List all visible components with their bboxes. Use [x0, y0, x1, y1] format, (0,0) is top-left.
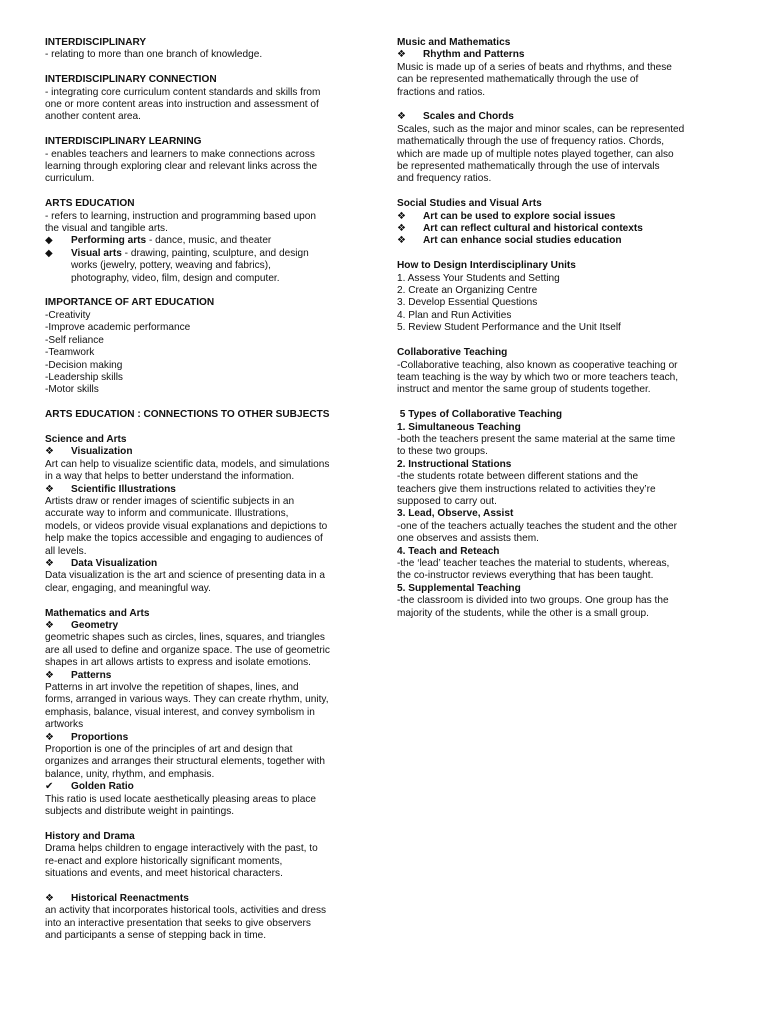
heading-social-studies: Social Studies and Visual Arts — [397, 198, 542, 210]
diamond-outline-icon: ❖ — [45, 619, 54, 631]
heading-connection: INTERDISCIPLINARY CONNECTION — [45, 74, 217, 86]
diamond-outline-icon: ❖ — [397, 49, 406, 61]
text-line: re-enact and explore historically significant moments, — [45, 855, 283, 867]
text-line: into an interactive presentation that seeks to give observers — [45, 917, 311, 929]
text-line: supposed to carry out. — [397, 495, 497, 507]
heading-design-units: How to Design Interdisciplinary Units — [397, 260, 576, 272]
text-line: Music is made up of a series of beats and rhythms, and these — [397, 61, 672, 73]
subheading-scientific-illustrations: ❖ Scientific Illustrations — [45, 483, 176, 495]
text-line: teachers give them instructions related to activities they’re — [397, 483, 656, 495]
visual-arts-text: - drawing, painting, sculpture, and design — [121, 247, 309, 259]
text-line: forms, arranged in various ways. They can create rhythm, unity, — [45, 694, 329, 706]
text-line: subjects and distribute weight in paintings. — [45, 806, 235, 818]
diamond-outline-icon: ❖ — [45, 557, 54, 569]
subheading-visualization: ❖ Visualization — [45, 446, 133, 458]
diamond-solid-icon: ◆ — [45, 235, 53, 247]
diamond-outline-icon: ❖ — [397, 235, 406, 247]
text-line: all levels. — [45, 545, 87, 557]
heading-learning: INTERDISCIPLINARY LEARNING — [45, 136, 202, 148]
list-item: -Teamwork — [45, 347, 95, 359]
text-line: to these two groups. — [397, 446, 488, 458]
type-heading: 1. Simultaneous Teaching — [397, 421, 521, 433]
text-line: be represented mathematically through the use of intervals — [397, 161, 660, 173]
right-column — [397, 37, 727, 620]
list-item: -Decision making — [45, 359, 123, 371]
list-item-performing-arts — [45, 235, 375, 247]
subheading-geometry: ❖ Geometry — [45, 619, 119, 631]
text-line: can be represented mathematically through the use of — [397, 74, 639, 86]
subheading-data-visualization: ❖ Data Visualization — [45, 557, 158, 569]
text-line: - enables teachers and learners to make connections across — [45, 148, 315, 160]
list-item: 2. Create an Organizing Centre — [397, 285, 538, 297]
text-line: fractions and ratios. — [397, 86, 486, 98]
text-line: - integrating core curriculum content standards and skills from — [45, 86, 321, 98]
subheading-proportions: ❖ Proportions — [45, 731, 129, 743]
text-line: in a way that helps to better understand the information. — [45, 471, 295, 483]
text-line: instruct and mentor the same group of students together. — [397, 384, 651, 396]
heading-arts-education: ARTS EDUCATION — [45, 198, 135, 210]
subheading-scales-chords: ❖ Scales and Chords — [397, 111, 514, 123]
list-item: 4. Plan and Run Activities — [397, 309, 512, 321]
text-interdisciplinary: - relating to more than one branch of knowledge. — [45, 49, 263, 61]
text-line: situations and events, and meet historical characters. — [45, 868, 283, 880]
text-line: which are made up of multiple notes played together, can also — [397, 148, 674, 160]
text-line: majority of the students, while the other is a small group. — [397, 607, 649, 619]
text-line: and participants a sense of stepping back in time. — [45, 930, 267, 942]
diamond-outline-icon: ❖ — [45, 731, 54, 743]
text-line: another content area. — [45, 111, 141, 123]
text-line: Artists draw or render images of scientific subjects in an — [45, 495, 295, 507]
text-line: models, or videos provide visual explanations and depictions to — [45, 520, 328, 532]
heading-history-drama: History and Drama — [45, 830, 135, 842]
diamond-outline-icon: ❖ — [45, 446, 54, 458]
diamond-outline-icon: ❖ — [45, 669, 54, 681]
text-line: works (jewelry, pottery, weaving and fabrics), — [71, 260, 271, 272]
type-heading: 4. Teach and Reteach — [397, 545, 500, 557]
text-line: -the ‘lead’ teacher teaches the material to students, whereas, — [397, 557, 670, 569]
subheading-rhythm-patterns: ❖ Rhythm and Patterns — [397, 49, 525, 61]
text-line: and frequency ratios. — [397, 173, 492, 185]
text-line: shapes in art allows artists to express and isolate emotions. — [45, 657, 311, 669]
list-item: -Improve academic performance — [45, 322, 191, 334]
text-line: clear, engaging, and meaningful way. — [45, 582, 211, 594]
text-line: -Collaborative teaching, also known as cooperative teaching or — [397, 359, 678, 371]
performing-arts-label: Performing arts — [71, 235, 147, 247]
heading-importance: IMPORTANCE OF ART EDUCATION — [45, 297, 215, 309]
performing-arts-text: - dance, music, and theater — [146, 235, 272, 247]
list-item-visual-arts — [45, 248, 375, 285]
list-item: -Leadership skills — [45, 371, 123, 383]
list-item: -Motor skills — [45, 384, 99, 396]
text-line: Data visualization is the art and science of presenting data in a — [45, 570, 325, 582]
text-line: -one of the teachers actually teaches the student and the other — [397, 520, 678, 532]
subheading-golden-ratio: ✔ Golden Ratio — [45, 781, 134, 793]
text-line: This ratio is used locate aesthetically pleasing areas to place — [45, 793, 316, 805]
list-item: 3. Develop Essential Questions — [397, 297, 538, 309]
text-line: help make the topics accessible and engaging to audiences of — [45, 533, 323, 545]
left-column — [45, 37, 375, 943]
visual-arts-label: Visual arts — [71, 247, 122, 259]
diamond-outline-icon: ❖ — [397, 223, 406, 235]
heading-interdisciplinary: INTERDISCIPLINARY — [45, 37, 147, 48]
text-line: Patterns in art involve the repetition of shapes, lines, and — [45, 682, 299, 694]
check-icon: ✔ — [45, 781, 54, 793]
text-line: accurate way to inform and communicate. Illustrations, — [45, 508, 289, 520]
subheading-historical-reenactments: ❖ Historical Reenactments — [45, 892, 189, 904]
subheading-patterns: ❖ Patterns — [45, 669, 112, 681]
text-line: organizes and arranges their structural elements, together with — [45, 756, 325, 768]
list-item: 5. Review Student Performance and the Unit Itself — [397, 322, 621, 334]
text-line: -the students rotate between different stations and the — [397, 471, 639, 483]
diamond-outline-icon: ❖ — [397, 111, 406, 123]
text-line: mathematically through the use of frequency ratios. Chords, — [397, 136, 665, 148]
text-line: - refers to learning, instruction and programming based upon — [45, 210, 316, 222]
text-line: learning through exploring clear and relevant links across the — [45, 161, 318, 173]
heading-types: 5 Types of Collaborative Teaching — [397, 409, 563, 421]
text-line: photography, video, film, design and computer. — [71, 272, 280, 284]
text-line: one observes and assists them. — [397, 533, 539, 545]
text-line: -both the teachers present the same material at the same time — [397, 433, 676, 445]
text-line: the visual and tangible arts. — [45, 223, 168, 235]
text-line: Drama helps children to engage interactively with the past, to — [45, 843, 318, 855]
text-line: an activity that incorporates historical tools, activities and dress — [45, 905, 327, 917]
diamond-outline-icon: ❖ — [397, 210, 406, 222]
heading-math-arts: Mathematics and Arts — [45, 607, 150, 619]
type-heading: 2. Instructional Stations — [397, 458, 512, 470]
heading-science-arts: Science and Arts — [45, 433, 127, 445]
list-item-social: ❖ Art can be used to explore social issues — [397, 210, 616, 222]
type-heading: 5. Supplemental Teaching — [397, 582, 521, 594]
text-line: Art can help to visualize scientific data, models, and simulations — [45, 458, 330, 470]
diamond-solid-icon: ◆ — [45, 247, 53, 259]
text-line: emphasis, balance, visual interest, and convey symbolism in — [45, 706, 315, 718]
diamond-outline-icon: ❖ — [45, 892, 54, 904]
text-line: team teaching is the way by which two or more teachers teach, — [397, 371, 679, 383]
text-line: Scales, such as the major and minor scales, can be represented — [397, 123, 685, 135]
heading-music-math: Music and Mathematics — [397, 37, 511, 48]
text-line: are all used to define and organize space. The use of geometric — [45, 644, 330, 656]
diamond-outline-icon: ❖ — [45, 483, 54, 495]
heading-connections: ARTS EDUCATION : CONNECTIONS TO OTHER SUBJECTS — [45, 409, 330, 421]
list-item-social: ❖ Art can reflect cultural and historical contexts — [397, 223, 643, 235]
text-line: one or more content areas into instruction and assessment of — [45, 99, 319, 111]
text-line: curriculum. — [45, 173, 95, 185]
text-line: the co-instructor reviews everything that has been taught. — [397, 570, 654, 582]
text-line: artworks — [45, 719, 84, 731]
list-item: -Self reliance — [45, 334, 104, 346]
type-heading: 3. Lead, Observe, Assist — [397, 508, 514, 520]
list-item: 1. Assess Your Students and Setting — [397, 272, 560, 284]
text-line: geometric shapes such as circles, lines, squares, and triangles — [45, 632, 325, 644]
list-item-social: ❖ Art can enhance social studies education — [397, 235, 622, 247]
heading-collaborative: Collaborative Teaching — [397, 347, 508, 359]
list-item: -Creativity — [45, 309, 91, 321]
text-line: -the classroom is divided into two groups. One group has the — [397, 595, 669, 607]
text-line: Proportion is one of the principles of art and design that — [45, 744, 293, 756]
text-line: balance, unity, rhythm, and emphasis. — [45, 768, 215, 780]
